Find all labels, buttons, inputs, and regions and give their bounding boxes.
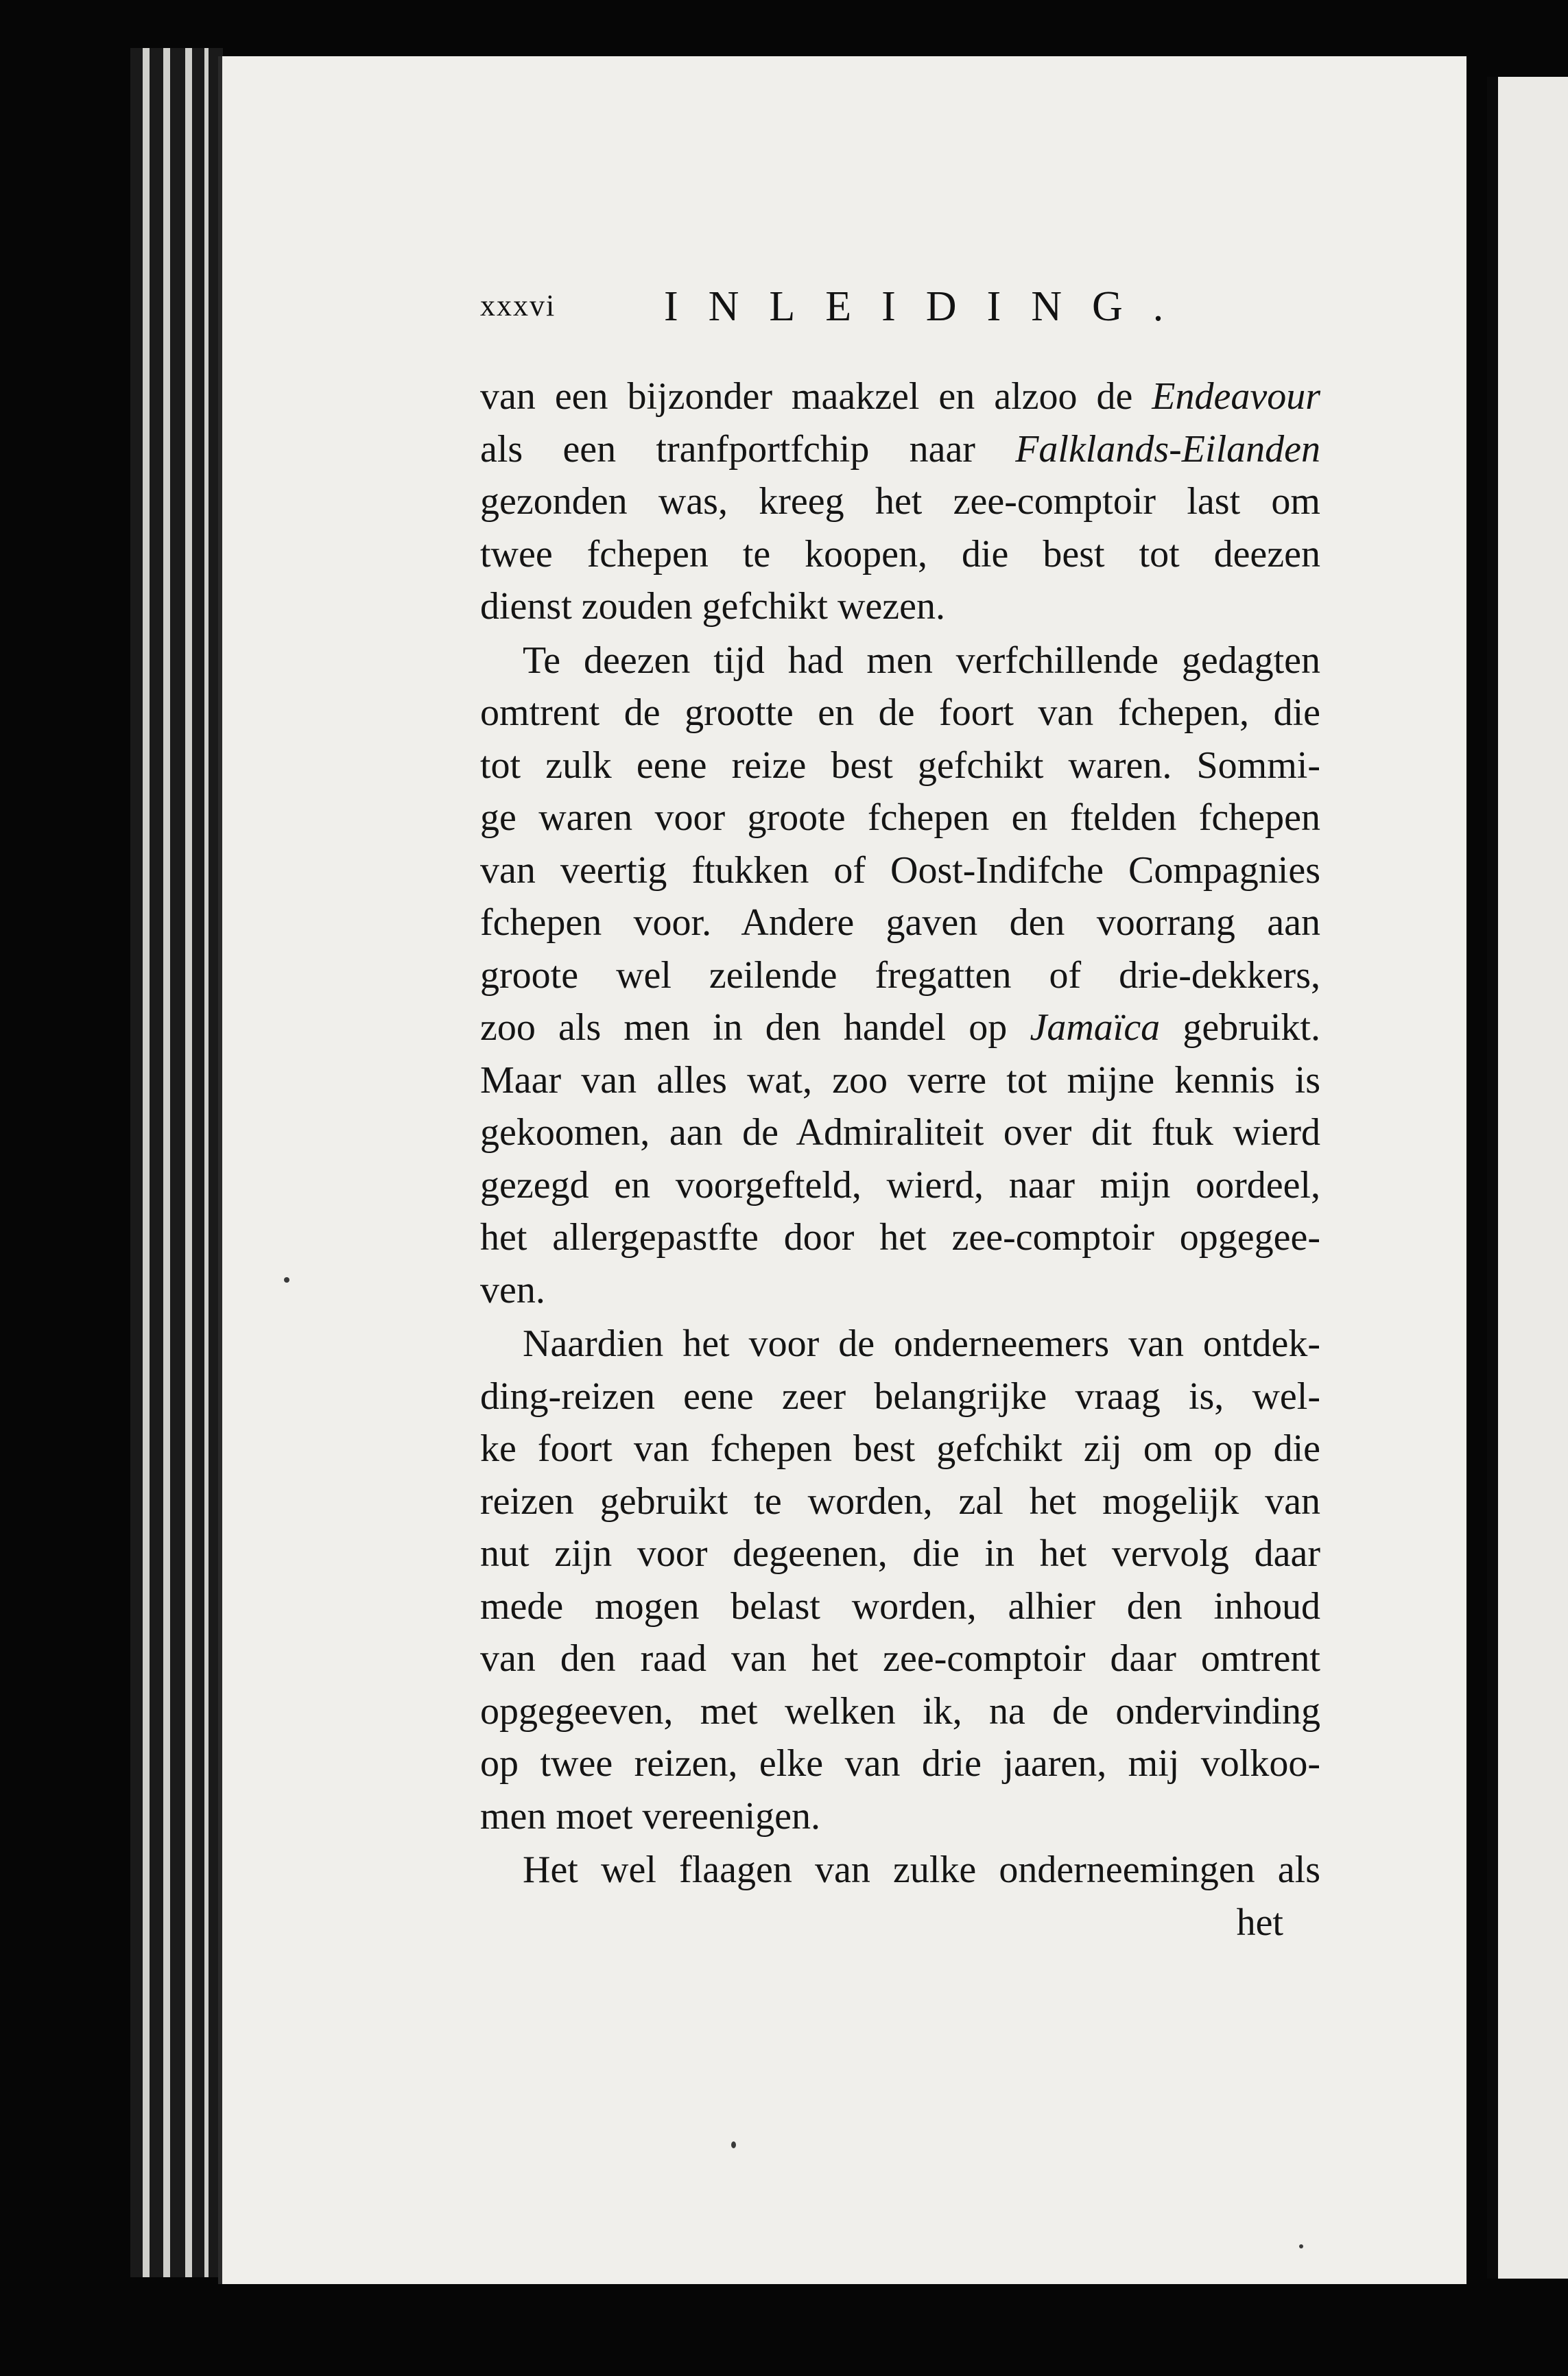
text-line: gezegd en voorgefteld, wierd, naar mijn oordeel, bbox=[480, 1163, 1320, 1207]
running-title: INLEIDING. bbox=[664, 283, 1194, 330]
text-line: Maar van alles wat, zoo verre tot mijne kennis is bbox=[480, 1058, 1320, 1102]
text-line: ge waren voor groote fchepen en ftelden fchepen bbox=[480, 796, 1320, 839]
page-edges bbox=[130, 48, 223, 2277]
text-line: opgegeeven, met welken ik, na de ondervinding bbox=[480, 1689, 1320, 1733]
text-line: dienst zouden gefchikt wezen. bbox=[480, 585, 945, 628]
text-line: mede mogen belast worden, alhier den inhoud bbox=[480, 1584, 1320, 1628]
text-line: ven. bbox=[480, 1268, 545, 1311]
paper-speck bbox=[1299, 2244, 1303, 2248]
page-edge bbox=[204, 48, 209, 2277]
text-line: fchepen voor. Andere gaven den voorrang aan bbox=[480, 901, 1320, 944]
text-line: men moet vereenigen. bbox=[480, 1794, 821, 1838]
body-text bbox=[480, 370, 1320, 1949]
page-edge bbox=[143, 48, 150, 2277]
paper-speck bbox=[284, 1277, 289, 1283]
text-line: gekoomen, aan de Admiraliteit over dit ftuk wierd bbox=[480, 1111, 1320, 1154]
text-line: twee fchepen te koopen, die best tot deezen bbox=[480, 532, 1320, 575]
next-page-edge bbox=[1487, 77, 1568, 2279]
paper-speck bbox=[731, 2141, 736, 2148]
text-line: reizen gebruikt te worden, zal het mogelijk van bbox=[480, 1480, 1320, 1523]
text-line: omtrent de grootte en de foort van fchepen, die bbox=[480, 691, 1320, 734]
text-line: Naardien het voor de onderneemers van ontdek- bbox=[523, 1322, 1320, 1365]
text-line: ke foort van fchepen best gefchikt zij om op die bbox=[480, 1427, 1320, 1470]
page-edge bbox=[185, 48, 192, 2277]
text-line: gezonden was, kreeg het zee-comptoir last om bbox=[480, 480, 1320, 523]
text-line: Te deezen tijd had men verfchillende gedagten bbox=[523, 639, 1320, 682]
page-edge bbox=[163, 48, 170, 2277]
text-line: van den raad van het zee-comptoir daar omtrent bbox=[480, 1637, 1320, 1680]
text-line: van een bijzonder maakzel en alzoo de Endeavour bbox=[480, 375, 1320, 418]
text-line: tot zulk eene reize best gefchikt waren. Sommi- bbox=[480, 744, 1320, 787]
running-header bbox=[480, 283, 1344, 336]
page-number: xxxvi bbox=[480, 289, 556, 322]
text-line: groote wel zeilende fregatten of drie-dekkers, bbox=[480, 953, 1320, 997]
catchword: het bbox=[1236, 1901, 1283, 1944]
text-line: op twee reizen, elke van drie jaaren, mij volkoo- bbox=[480, 1742, 1320, 1785]
text-line: Het wel flaagen van zulke onderneemingen als bbox=[523, 1849, 1320, 1891]
text-line: van veertig ftukken of Oost-Indifche Compagnies bbox=[480, 848, 1320, 892]
text-line: zoo als men in den handel op Jamaïca gebruikt. bbox=[480, 1006, 1320, 1049]
text-line: nut zijn voor degeenen, die in het vervolg daar bbox=[480, 1532, 1320, 1575]
text-line: het allergepastfte door het zee-comptoir opgegee- bbox=[480, 1216, 1320, 1259]
text-line: als een tranfportfchip naar Falklands-Eilanden bbox=[480, 427, 1320, 471]
text-line: ding-reizen eene zeer belangrijke vraag is, wel- bbox=[480, 1375, 1320, 1418]
